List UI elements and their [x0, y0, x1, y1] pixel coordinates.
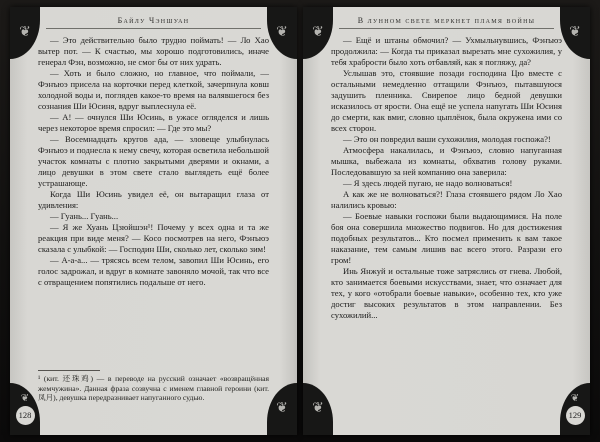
- page-number-right: 129: [566, 406, 585, 425]
- header-text: В лунном свете меркнет пламя войны: [357, 16, 536, 25]
- paragraph: — Боевые навыки госпожи были выдающимися. На поле боя она совершила множество подвигов. Но для достижения подобных результатов... Кто посмел применить к вам такое наказание, тем самым лишив вас всего этого. Разрази его гром!: [331, 211, 562, 265]
- page-body-text: [10, 29, 297, 288]
- paragraph: Инь Янжуй и остальные тоже затряслись от гнева. Любой, кто занимается боевыми искусствами, знает, что означает для тех, у кого «отобрали боевые навыки», особенно тех, кто уже достиг высоких результатов в этом направлении. Без сухожилий...: [331, 266, 562, 320]
- floral-glyph-icon: ❦: [276, 25, 288, 40]
- paragraph: — Это он повредил ваши сухожилия, молодая госпожа?!: [343, 134, 551, 144]
- floral-glyph-icon: ❦: [569, 25, 581, 40]
- header-text: Байлу Чэншуан: [117, 16, 190, 25]
- paragraph: — Восемнадцать кругов ада, — зловеще улыбнулась Фэнъюэ и поднесла к нему свечу, которая осветила небольшой участок комнаты с плотно закрытыми дверями и окнами, а лицо девушки в этом свете стало выглядеть ещё более устрашающе.: [38, 134, 269, 188]
- floral-ornament-icon: [303, 383, 333, 435]
- paragraph: — Ещё и штаны обмочил? — Ухмыльнувшись, Фэнъюэ продолжила: — Когда ты приказал вырезать мне сухожилия, у тебя храбрости было хоть отбавляй, как я погляжу, да?: [331, 35, 562, 67]
- footnote-rule: [38, 370, 100, 371]
- paragraph: — Я здесь людей пугаю, не надо волноваться!: [343, 178, 513, 188]
- floral-glyph-icon: ❦: [276, 401, 288, 416]
- running-header-author: [10, 16, 297, 29]
- paragraph: — Хоть и было сложно, но главное, что поймали, — Фэнъюэ присела на корточки перед клеткой, зачерпнула ковш холодной воды и, поглядев какое-то время на валявшегося без сознания Ши Юсиня, вдруг выплеснула её.: [38, 68, 269, 111]
- right-page: [303, 7, 590, 435]
- page-number-ornament: [560, 383, 590, 435]
- paragraph: — Это действительно было трудно поймать! — Ло Хао вытер пот. — К счастью, мы хорошо подготовились, иначе генерал Фэн, возможно, не смог бы от них удрать.: [38, 35, 269, 67]
- paragraph: Когда Ши Юсинь увидел её, он вытаращил глаза от удивления:: [38, 189, 269, 210]
- paragraph: — Я же Хуань Цзюйшэн¹! Почему у всех одна и та же реакция при виде меня? — Косо посмотрев на него, Фэнъюэ сказала с улыбкой: — Господин Ши, сколько лет, сколько зим!: [38, 222, 269, 254]
- floral-glyph-icon: ❦: [570, 392, 580, 404]
- paragraph: — А! — очнулся Ши Юсинь, в ужасе огляделся и лишь через некоторое время спросил: — Где это мы?: [38, 112, 269, 133]
- floral-glyph-icon: ❦: [312, 25, 324, 40]
- paragraph: — А-а-а... — трясясь всем телом, завопил Ши Юсинь, его голос задрожал, и вдруг в комнате завоняло мочой, так что все с отвращением попятились подальше от него.: [38, 255, 269, 287]
- floral-glyph-icon: ❦: [19, 25, 31, 40]
- paragraph: Атмосфера накалилась, и Фэнъюэ, словно напуганная мышка, выбежала из комнаты, обхватив голову руками. Последовавшую за ней компанию она заверила:: [331, 145, 562, 177]
- page-number-left: 128: [16, 406, 35, 425]
- running-header-title: [303, 16, 590, 29]
- footnote: [10, 370, 297, 403]
- paragraph: — Гуань... Гуань...: [50, 211, 119, 221]
- left-page: [10, 7, 297, 435]
- floral-glyph-icon: ❦: [20, 392, 30, 404]
- page-body-text: [303, 29, 590, 321]
- paragraph: А как же не волноваться?! Глаза стоявшего рядом Ло Хао налились кровью:: [331, 189, 562, 210]
- floral-glyph-icon: ❦: [312, 401, 324, 416]
- footnote-text: ¹ (кит. 还珠鸡) — в переводе на русский означает «возвращённая жемчужина». Данная фраза созвучна с именем главной героини (кит. 凤月), девушка передразнивает напуганного судью.: [38, 374, 269, 403]
- paragraph: Услышав это, стоявшие позади господина Цю вместе с остальными немедленно оттащили Фэнъюэ, пытавшуюся задушить пленника. Свирепое лицо бедной девушки исказилось от ярости. Она ещё не успела напугать Ши Юсиня до смерти, как вмиг, словно цыплёнок, была окружена ими со всех сторон.: [331, 68, 562, 133]
